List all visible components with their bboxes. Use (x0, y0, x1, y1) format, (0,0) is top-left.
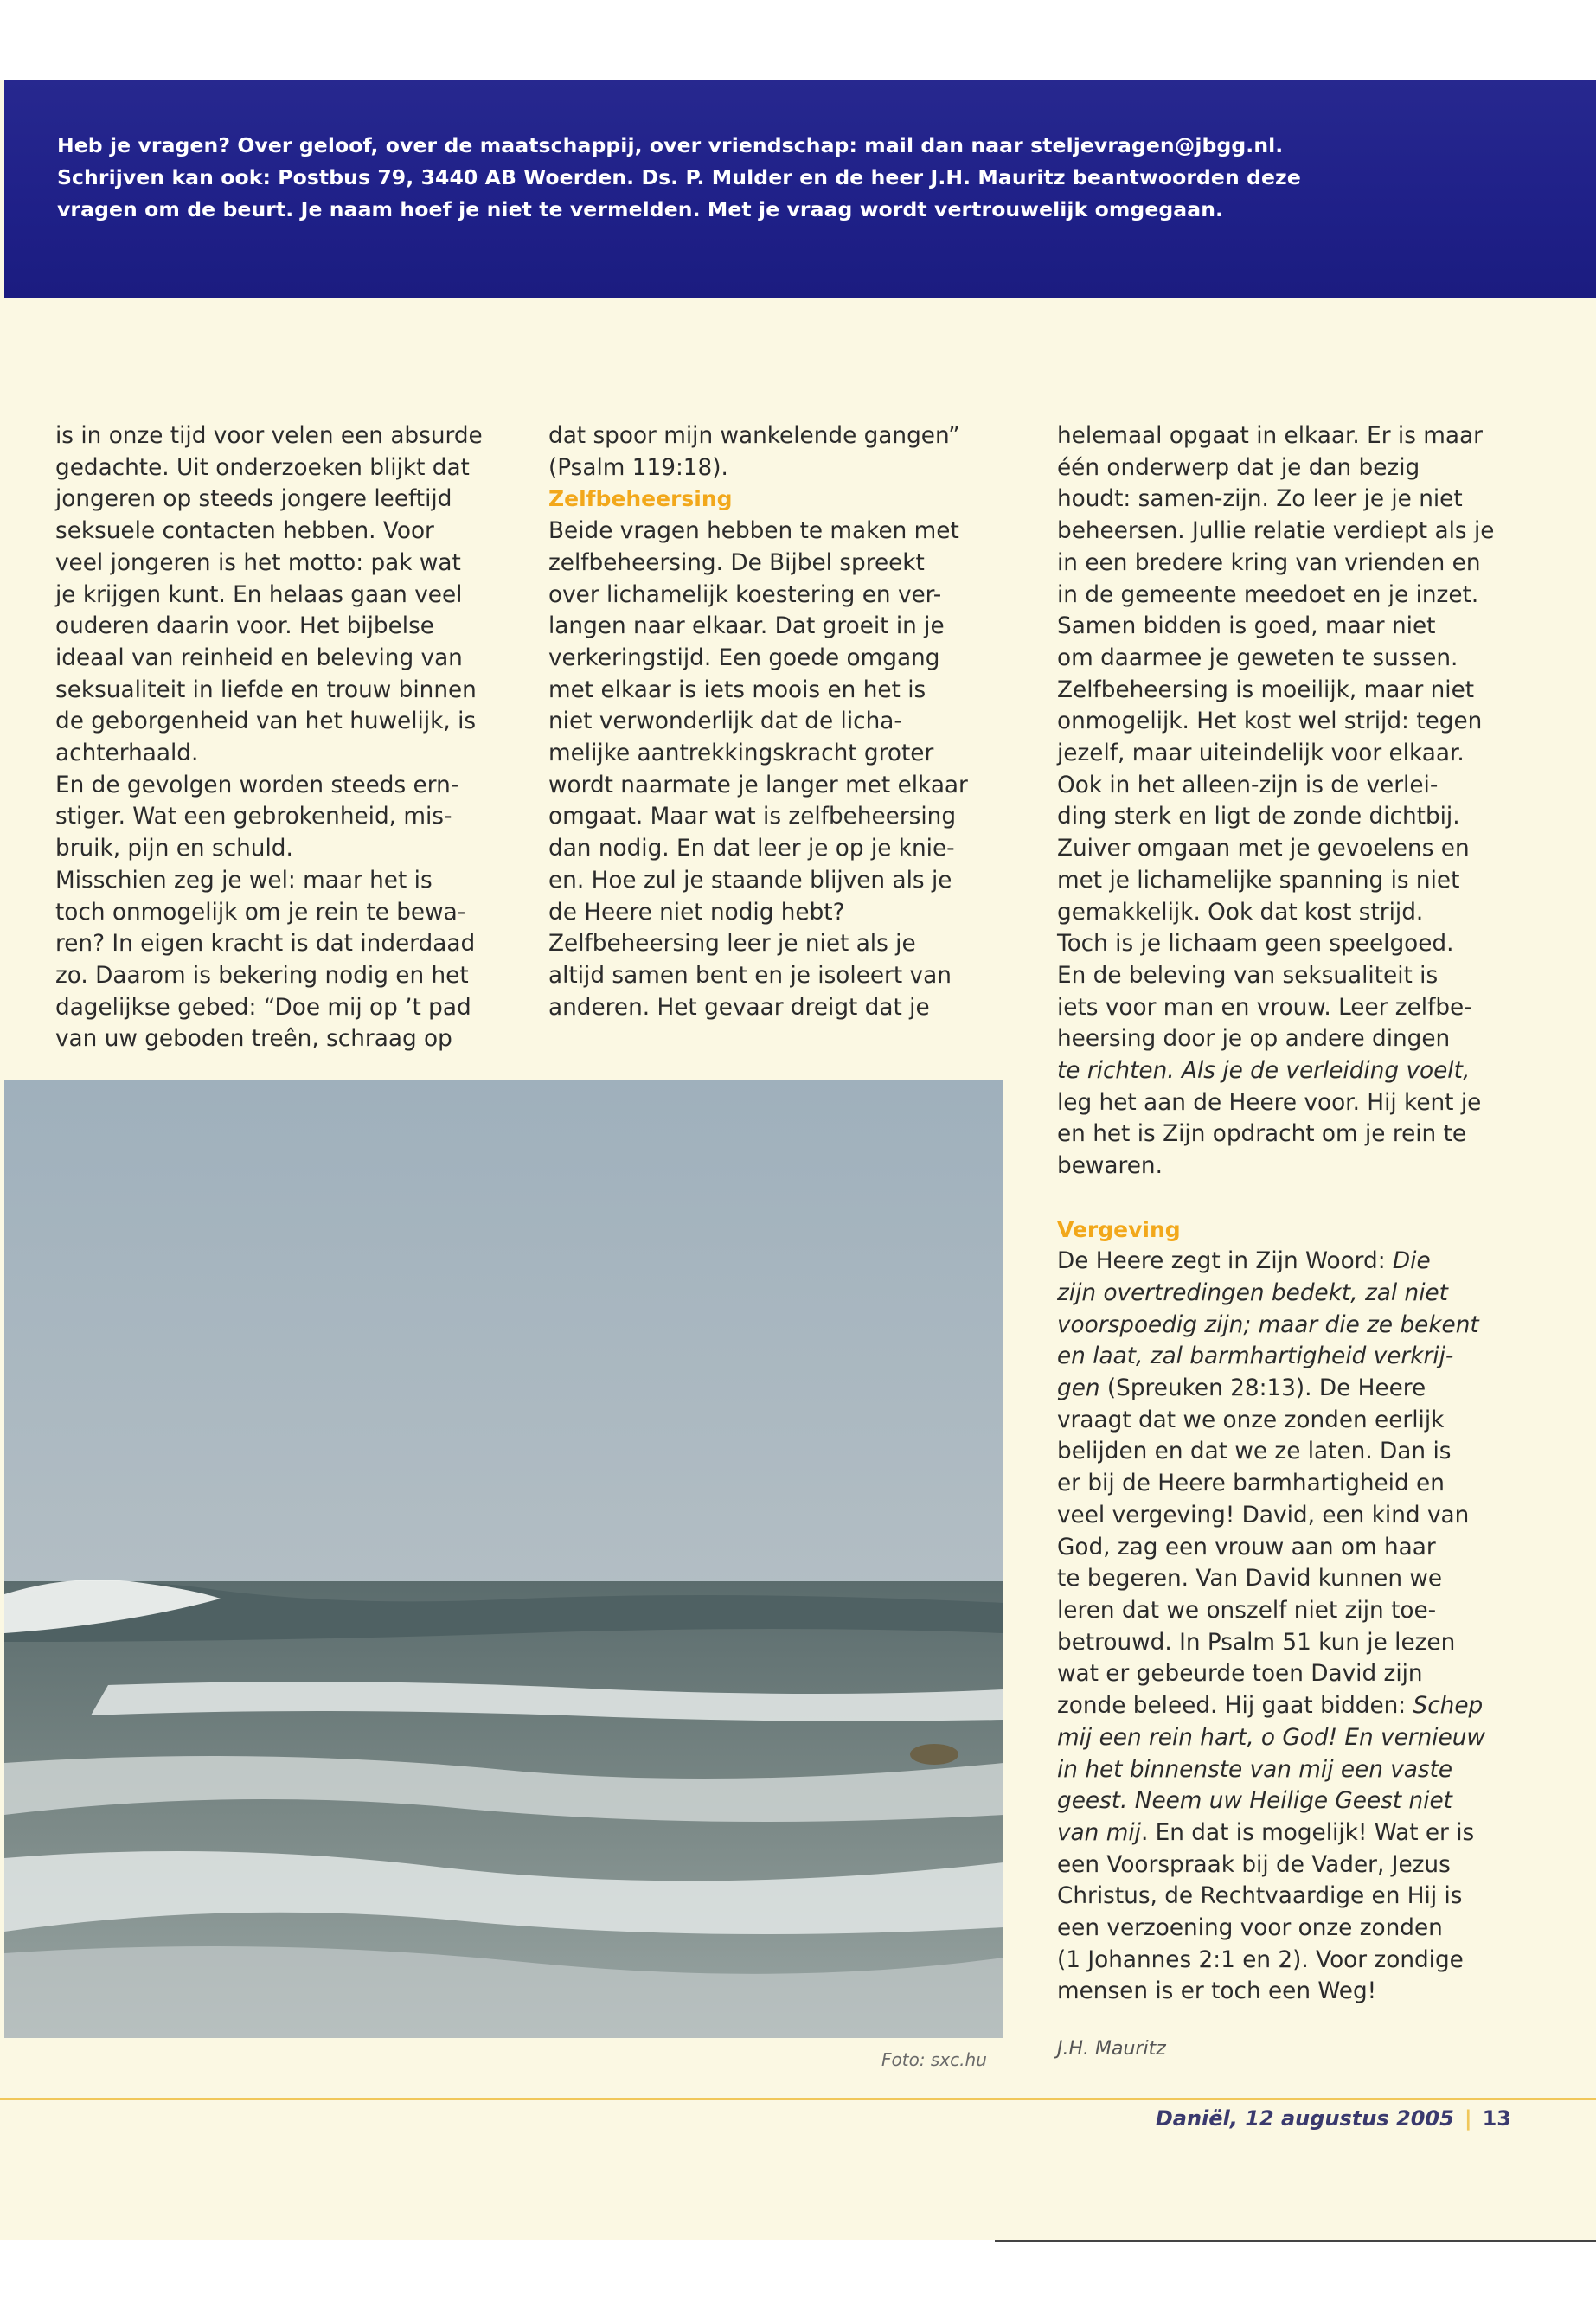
text-line: Zelfbeheersing is moeilijk, maar niet (1057, 676, 1475, 703)
section-heading: Vergeving (1057, 1216, 1181, 1242)
text-line (1057, 1881, 1524, 1913)
text-span: een verzoening voor onze zonden (1057, 1915, 1443, 1942)
text-span: veel vergeving! David, een kind van (1057, 1502, 1470, 1529)
article-column-3 (1057, 420, 1524, 2008)
text-line (1057, 1405, 1524, 1437)
author-signature: J.H. Mauritz (1057, 2038, 1166, 2060)
text-line: anderen. Het gevaar dreigt dat je (548, 994, 930, 1021)
text-line (1057, 1468, 1524, 1500)
text-line: verkeringstijd. Een goede omgang (548, 644, 940, 671)
italic-quote: van mij (1057, 1819, 1141, 1846)
text-line: Zuiver omgaan met je gevoelens en (1057, 836, 1470, 862)
text-line: dat spoor mijn wankelende gangen” (548, 423, 960, 449)
text-line: dagelijkse gebed: “Doe mij op ’t pad (55, 994, 471, 1021)
text-line: je krijgen kunt. En helaas gaan veel (55, 581, 463, 608)
text-line: jezelf, maar uiteindelijk voor elkaar. (1057, 740, 1465, 767)
text-span: (1 Johannes 2:1 en 2). Voor zondige (1057, 1946, 1464, 1973)
text-line (1057, 1563, 1524, 1595)
text-line (1057, 1849, 1524, 1881)
publication-date: Daniël, 12 augustus 2005 (1155, 2106, 1454, 2131)
text-line: ideaal van reinheid en beleving van (55, 644, 463, 671)
italic-quote: en laat, zal barmhartigheid verkrij- (1057, 1343, 1454, 1370)
text-line (1057, 1785, 1524, 1817)
italic-quote: geest. Neem uw Heilige Geest niet (1057, 1788, 1452, 1815)
text-line: toch onmogelijk om je rein te bewa- (55, 899, 466, 926)
text-span: te begeren. Van David kunnen we (1057, 1566, 1443, 1593)
text-line (1057, 1976, 1524, 2008)
page-footer (1156, 2106, 1511, 2131)
italic-quote: Schep (1413, 1693, 1484, 1720)
text-line: veel jongeren is het motto: pak wat (55, 549, 461, 576)
text-line: met je lichamelijke spanning is niet (1057, 867, 1460, 894)
text-line: iets voor man en vrouw. Leer zelfbe- (1057, 994, 1472, 1021)
italic-quote: voorspoedig zijn; maar die ze bekent (1057, 1311, 1479, 1338)
text-line: heersing door je op andere dingen (1057, 1026, 1451, 1053)
text-line: bruik, pijn en schuld. (55, 836, 293, 862)
header-line: Heb je vragen? Over geloof, over de maatschappij, over vriendschap: mail dan naar steljevragen@jbgg.nl. (57, 133, 1284, 157)
italic-quote: mij een rein hart, o God! En vernieuw (1057, 1724, 1485, 1751)
text-line: wordt naarmate je langer met elkaar (548, 772, 968, 798)
footer-rule (0, 2098, 1596, 2100)
header-line: Schrijven kan ook: Postbus 79, 3440 AB Woerden. Ds. P. Mulder en de heer J.H. Mauritz beantwoorden deze (57, 165, 1301, 189)
text-line (1057, 1595, 1524, 1627)
text-line (1057, 1310, 1524, 1342)
text-line: en. Hoe zul je staande blijven als je (548, 867, 952, 894)
text-span: De Heere zegt in Zijn Woord: (1057, 1248, 1393, 1275)
italic-quote: Die (1392, 1248, 1431, 1275)
text-line: Zelfbeheersing leer je niet als je (548, 931, 916, 958)
italic-quote: gen (1057, 1375, 1100, 1402)
text-span: God, zag een vrouw aan om haar (1057, 1534, 1436, 1561)
text-line: Beide vragen hebben te maken met (548, 518, 959, 545)
text-span: mensen is er toch een Weg! (1057, 1978, 1377, 2005)
text-line: zo. Daarom is bekering nodig en het (55, 962, 469, 989)
text-line: achterhaald. (55, 740, 199, 767)
text-line: Samen bidden is goed, maar niet (1057, 613, 1436, 640)
text-line (1057, 1658, 1524, 1690)
section-heading: Zelfbeheersing (548, 486, 733, 512)
article-column-2 (548, 420, 1016, 1023)
text-line: met elkaar is iets moois en het is (548, 676, 926, 703)
text-line: En de gevolgen worden steeds ern- (55, 772, 459, 798)
text-line (1057, 1373, 1524, 1405)
photo-credit: Foto: sxc.hu (881, 2049, 987, 2070)
text-line: beheersen. Jullie relatie verdiept als je (1057, 518, 1495, 545)
text-line: in een bredere kring van vrienden en (1057, 549, 1481, 576)
text-line (1057, 1817, 1524, 1849)
text-span: vraagt dat we onze zonden eerlijk (1057, 1407, 1445, 1433)
text-span: belijden en dat we ze laten. Dan is (1057, 1439, 1452, 1465)
text-line: (Psalm 119:18). (548, 454, 728, 481)
text-line: de Heere niet nodig hebt? (548, 899, 845, 926)
text-line: ding sterk en ligt de zonde dichtbij. (1057, 804, 1460, 830)
text-line (1057, 1436, 1524, 1468)
text-line: zelfbeheersing. De Bijbel spreekt (548, 549, 925, 576)
text-span: wat er gebeurde toen David zijn (1057, 1661, 1423, 1688)
sky (4, 1080, 1003, 1599)
text-line: en het is Zijn opdracht om je rein te (1057, 1121, 1467, 1148)
seaweed (910, 1744, 958, 1765)
text-line: in de gemeente meedoet en je inzet. (1057, 581, 1479, 608)
text-span: leren dat we onszelf niet zijn toe- (1057, 1598, 1437, 1624)
text-span: betrouwd. In Psalm 51 kun je lezen (1057, 1629, 1456, 1656)
text-span: . En dat is mogelijk! Wat er is (1140, 1819, 1475, 1846)
text-line: bewaren. (1057, 1153, 1163, 1180)
text-line: om daarmee je geweten te sussen. (1057, 644, 1458, 671)
text-line (1057, 1278, 1524, 1310)
text-line: Misschien zeg je wel: maar het is (55, 867, 433, 894)
italic-quote: zijn overtredingen bedekt, zal niet (1057, 1279, 1448, 1306)
text-line: En de beleving van seksualiteit is (1057, 962, 1439, 989)
text-line (1057, 1532, 1524, 1564)
paragraph-gap (1057, 1183, 1524, 1215)
text-line: altijd samen bent en je isoleert van (548, 962, 952, 989)
text-line: ren? In eigen kracht is dat inderdaad (55, 931, 476, 958)
footer-separator: | (1464, 2106, 1472, 2131)
header-text (57, 130, 1407, 226)
text-line: Ook in het alleen-zijn is de verlei- (1057, 772, 1439, 798)
page-number: 13 (1482, 2106, 1511, 2131)
text-line (1057, 1500, 1524, 1532)
text-line (1057, 1341, 1524, 1373)
article-column-1 (55, 420, 522, 1055)
sea-photo-graphic (4, 1080, 1003, 2038)
italic-quote: in het binnenste van mij een vaste (1057, 1756, 1453, 1783)
text-line (1057, 1690, 1524, 1722)
text-line: onmogelijk. Het kost wel strijd: tegen (1057, 708, 1483, 735)
text-span: er bij de Heere barmhartigheid en (1057, 1471, 1445, 1497)
text-span: zonde beleed. Hij gaat bidden: (1057, 1693, 1413, 1720)
text-line: melijke aantrekkingskracht groter (548, 740, 934, 767)
text-span: Christus, de Rechtvaardige en Hij is (1057, 1883, 1463, 1910)
text-line: Toch is je lichaam geen speelgoed. (1057, 931, 1454, 958)
text-line (1057, 1627, 1524, 1659)
text-line: te richten. Als je de verleiding voelt, (1057, 1058, 1471, 1085)
text-line: gedachte. Uit onderzoeken blijkt dat (55, 454, 470, 481)
text-line: dan nodig. En dat leer je op je knie- (548, 836, 955, 862)
text-line: niet verwonderlijk dat de licha- (548, 708, 902, 735)
text-line: ouderen daarin voor. Het bijbelse (55, 613, 434, 640)
text-line: langen naar elkaar. Dat groeit in je (548, 613, 945, 640)
text-line: één onderwerp dat je dan bezig (1057, 454, 1420, 481)
text-line (1057, 1945, 1524, 1977)
text-line: stiger. Wat een gebrokenheid, mis- (55, 804, 452, 830)
text-line: is in onze tijd voor velen een absurde (55, 423, 483, 449)
text-line: helemaal opgaat in elkaar. Er is maar (1057, 423, 1483, 449)
text-line (1057, 1246, 1524, 1278)
text-line: seksualiteit in liefde en trouw binnen (55, 676, 477, 703)
text-line: over lichamelijk koestering en ver- (548, 581, 942, 608)
text-line (1057, 1722, 1524, 1754)
text-line: leg het aan de Heere voor. Hij kent je (1057, 1089, 1482, 1116)
text-line (1057, 1913, 1524, 1945)
text-line: de geborgenheid van het huwelijk, is (55, 708, 477, 735)
text-line: van uw geboden treên, schraag op (55, 1026, 452, 1053)
bottom-rule (995, 2240, 1596, 2242)
text-line: jongeren op steeds jongere leeftijd (55, 486, 452, 513)
text-line: omgaat. Maar wat is zelfbeheersing (548, 804, 957, 830)
text-line: seksuele contacten hebben. Voor (55, 518, 434, 545)
sea-photo (4, 1080, 1003, 2038)
text-line: gemakkelijk. Ook dat kost strijd. (1057, 899, 1424, 926)
text-span: een Voorspraak bij de Vader, Jezus (1057, 1851, 1451, 1878)
header-line: vragen om de beurt. Je naam hoef je niet te vermelden. Met je vraag wordt vertrouwelijk omgegaan. (57, 197, 1224, 221)
text-line (1057, 1754, 1524, 1786)
text-span: (Spreuken 28:13). De Heere (1099, 1375, 1426, 1402)
text-line: houdt: samen-zijn. Zo leer je je niet (1057, 486, 1463, 513)
